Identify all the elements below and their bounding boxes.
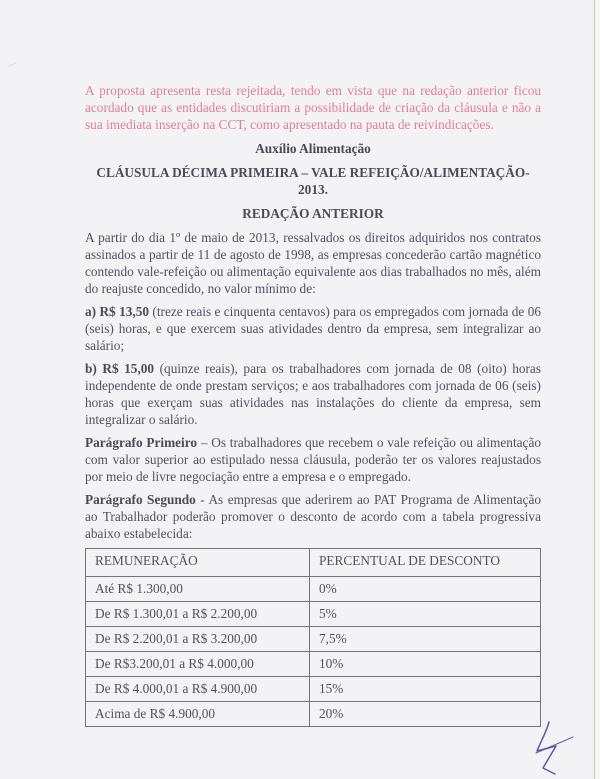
table-row [86, 577, 541, 602]
table-row [86, 677, 541, 702]
remuneracao-cell: De R$3.200,01 a R$ 4.000,00 [86, 652, 310, 677]
percentual-cell: 15% [310, 677, 541, 702]
item-b-lead: b) R$ 15,00 [85, 361, 155, 376]
paragrafo-primeiro-label: Parágrafo Primeiro [85, 435, 198, 450]
heading-section: REDAÇÃO ANTERIOR [242, 206, 384, 221]
remuneracao-cell: Até R$ 1.300,00 [86, 577, 310, 602]
pen-star-scribble-mark [527, 710, 585, 778]
discount-table [85, 548, 541, 727]
scan-edge-line [594, 0, 595, 779]
remuneracao-cell: De R$ 2.200,01 a R$ 3.200,00 [86, 627, 310, 652]
percentual-cell: 20% [310, 702, 541, 727]
percentual-cell: 10% [310, 652, 541, 677]
scan-edge-strip [595, 0, 600, 779]
table-header-row [86, 549, 541, 577]
table-row [86, 652, 541, 677]
percentual-cell: 7,5% [310, 627, 541, 652]
item-b-paragraph [85, 360, 541, 428]
paper-crease-mark [8, 62, 16, 67]
table-row [86, 627, 541, 652]
percentual-cell: 5% [310, 602, 541, 627]
remuneracao-cell: Acima de R$ 4.900,00 [86, 702, 310, 727]
table-row [86, 602, 541, 627]
paragrafo-segundo-text: - As empresas que aderirem ao PAT Programa de Alimentação ao Trabalhador poderão promover o desconto de acordo com a tabela progressiva abaixo estabelecida: [85, 492, 542, 541]
intro-paragraph: A partir do dia 1º de maio de 2013, ressalvados os direitos adquiridos nos contratos assinados a partir de 11 de agosto de 1998, as empresas concederão cartão magnético contendo vale-refeição ou alimentação equivalente aos dias trabalhados no mês, além do reajuste concedido, no valor mínimo de: [85, 230, 541, 296]
header-percentual: PERCENTUAL DE DESCONTO [310, 549, 541, 577]
item-a-text: (treze reais e cinquenta centavos) para os empregados com jornada de 06 (seis) horas, e que exercem suas atividades dentro da empresa, sem integralizar ao salário; [85, 304, 542, 353]
heading-subject: Auxílio Alimentação [255, 141, 371, 156]
document-content [85, 82, 541, 727]
table-row [86, 702, 541, 727]
item-b-text: (quinze reais), para os trabalhadores com jornada de 08 (oito) horas independente de onde prestam serviços; e aos trabalhadores com jornada de 06 (seis) horas que exerçam suas atividades nas instalações do cliente da empresa, sem integralizar o salário. [85, 361, 541, 427]
header-remuneracao: REMUNERAÇÃO [86, 549, 310, 577]
paragrafo-primeiro-text: – Os trabalhadores que recebem o vale refeição ou alimentação com valor superior ao estipulado nessa cláusula, poderão ter os valores reajustados por meio de livre negociação entre a empresa e o empregado. [85, 435, 541, 484]
heading-clause: CLÁUSULA DÉCIMA PRIMEIRA – VALE REFEIÇÃO/ALIMENTAÇÃO-2013. [96, 165, 530, 197]
item-a-paragraph [85, 303, 541, 354]
paragrafo-primeiro [85, 434, 541, 485]
item-a-lead: a) R$ 13,50 [85, 304, 150, 319]
remuneracao-cell: De R$ 4.000,01 a R$ 4.900,00 [86, 677, 310, 702]
percentual-cell: 0% [310, 577, 541, 602]
remuneracao-cell: De R$ 1.300,01 a R$ 2.200,00 [86, 602, 310, 627]
rejection-note: A proposta apresenta resta rejeitada, tendo em vista que na redação anterior ficou acordado que as entidades discutiriam a possibilidade de criação da cláusula e não a sua imediata inserção na CCT, como apresentado na pauta de reivindicações. [85, 83, 541, 132]
paragrafo-segundo-label: Parágrafo Segundo [85, 492, 196, 507]
paragrafo-segundo [85, 491, 541, 542]
